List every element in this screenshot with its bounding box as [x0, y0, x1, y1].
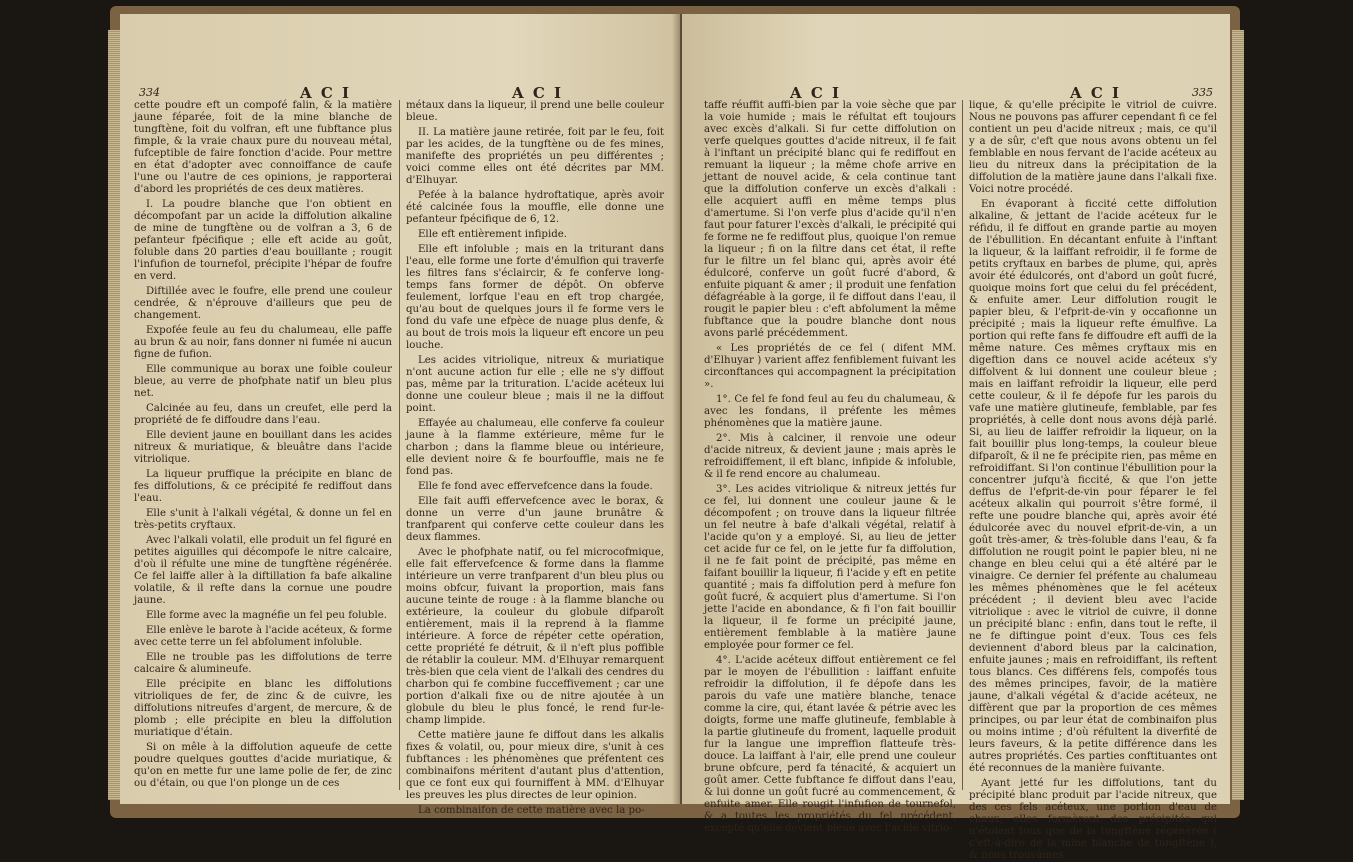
paragraph: La combinaifon de cette matière avec la po- [418, 805, 645, 816]
column-rule [399, 100, 400, 790]
text-column [134, 100, 392, 800]
paragraph: Ayant jetté fur les diffolutions, tant du précipité blanc produit par l'acide nitreux, que des ces fels acéteux, une portion d'eau de chaux, elles formèrent des précipités qui n'étoient tous que de la tungftène régénérée ( c'eft-à-dire de la mine blanche de tungftène ), & nous trouvâmes [969, 778, 1217, 861]
paragraph: lique, & qu'elle précipite le vitriol de cuivre. Nous ne pouvons pas affurer cependant fi ce fel contient un peu d'acide nitreux ; mais, ce qu'il y a de sûr, c'eft que nous avons obtenu un fel femblable en nous fervant de l'acide acéteux au lieu du nitreux dans la précipitation de la diffolution de la matière jaune dans l'alkali fixe. Voici notre procédé. [969, 100, 1217, 195]
paragraph: Elle ne trouble pas les diffolutions de terre calcaire & alumineufe. [134, 652, 392, 675]
paragraph: 1°. Ce fel fe fond feul au feu du chalumeau, & avec les fondans, il préfente les mêmes phénomènes que la matière jaune. [704, 394, 956, 429]
paragraph: Elle s'unit à l'alkali végétal, & donne un fel en très-petits cryftaux. [134, 508, 392, 531]
paragraph: Diftillée avec le foufre, elle prend une couleur cendrée, & n'éprouve d'ailleurs que peu de changement. [134, 286, 392, 321]
paragraph: 3°. Les acides vitriolique & nitreux jettés fur ce fel, lui donnent une couleur jaune & le décompofent ; on trouve dans la liqueur filtrée un fel neutre à bafe d'alkali végétal, relatif à l'acide qu'on y a employé. Si, au lieu de jetter cet acide fur ce fel, on le jette fur fa diffolution, il ne fe fait point de précipité, pas même en faifant bouillir la liqueur, fi l'acide y eft en petite quantité ; mais fa diffolution perd à mefure fon goût fucré, & acquiert plus d'amertume. Si l'on jette l'acide en abondance, & fi l'on fait bouillir la liqueur, il fe forme un précipité jaune, entièrement femblable à la matière jaune employée pour former ce fel. [704, 484, 956, 651]
paragraph: Elle eft entièrement infipide. [418, 229, 567, 240]
text-column [969, 100, 1217, 861]
paragraph: Elle communique au borax une foible couleur bleue, au verre de phofphate natif un bleu plus net. [134, 364, 392, 399]
paragraph: Expofée feule au feu du chalumeau, elle paffe au brun & au noir, fans donner ni fumée ni aucun figne de fufion. [134, 325, 392, 360]
paragraph: Avec l'alkali volatil, elle produit un fel figuré en petites aiguilles qui décompofe le nitre calcaire, d'où il réfulte une mine de tungftène régénérée. Ce fel laiffe aller à la diftillation fa bafe alkaline volatile, & il refte dans la cornue une poudre jaune. [134, 535, 392, 606]
page-number: 334 [139, 86, 160, 99]
page-number: 335 [1192, 86, 1213, 99]
running-header: A C I [300, 84, 352, 102]
paragraph: métaux dans la liqueur, il prend une belle couleur bleue. [406, 100, 664, 123]
paragraph: I. La poudre blanche que l'on obtient en décompofant par un acide la diffolution alkaline de mine de tungftène ou de volfran a 3, 6 de pefanteur fpécifique ; elle eft acide au goût, foluble dans 20 parties d'eau bouillante ; rougit l'infufion de tournefol, précipite l'hépar de foufre en verd. [134, 199, 392, 282]
paragraph: Effayée au chalumeau, elle conferve fa couleur jaune à la flamme extérieure, même fur le charbon ; dans la flamme bleue ou intérieure, elle devient noire & fe bourfouffle, mais ne fe fond pas. [406, 418, 664, 477]
right-page [682, 14, 1230, 861]
paragraph: En évaporant à ficcité cette diffolution alkaline, & jettant de l'acide acéteux fur le réfidu, il fe diffout en grande partie au moyen de l'ébullition. En décantant enfuite à l'inftant la liqueur, & la laiffant refroidir, il fe forme de petits cryftaux en barbes de plume, qui, après avoir été édulcorés, ont d'abord un goût fucré, quoique moins fort que celui du fel précédent, & enfuite amer. Leur diffolution rougit le papier bleu, & l'efprit-de-vin y occafionne un précipité ; mais la liqueur refte émulfive. La portion qui refte fans fe diffoudre eft auffi de la même nature. Ces mêmes cryftaux mis en digeftion dans ce nouvel acide acéteux s'y diffolvent & lui donnent une couleur bleue ; mais en laiffant refroidir la liqueur, elle perd cette couleur, & il fe dépofe fur les parois du vafe une matière glutineufe, femblable, par fes propriétés, à celle dont nous avons déjà parlé. Si, au lieu de laiffer refroidir la liqueur, on la fait bouillir plus long-temps, la couleur bleue difparoît, & il ne fe précipite rien, pas même en refroidiffant. Si l'on continue l'ébullition pour la concentrer jufqu'à ficcité, & que l'on jette deffus de l'efprit-de-vin pour féparer le fel acéteux alkalin qui pourroit s'être formé, il refte une poudre blanche qui, après avoir été édulcorée avec du nouvel efprit-de-vin, a un goût très-amer, & très-foluble dans l'eau, & fa diffolution ne rougit point le papier bleu, ni ne change en bleu celui qui a été altéré par le vinaigre. Ce dernier fel préfente au chalumeau les mêmes phénomènes que le fel acéteux précédent ; il devient bleu avec l'acide vitriolique : avec le vitriol de cuivre, il donne un précipité blanc : enfin, dans tout le refte, il ne fe diftingue point d'eux. Tous ces fels deviennent d'abord bleus par la calcination, enfuite jaunes ; mais en refroidiffant, ils reftent tous blancs. Ces différens fels, compofés tous des mêmes principes, favoir, de la matière jaune, d'alkali végétal & d'acide acéteux, ne diffèrent que par la proportion de ces mêmes principes, ou par leur état de combinaifon plus ou moins intime ; d'où réfultent la diverfité de leurs faveurs, & la petite différence dans les autres propriétés. Ces parties conftituantes ont été reconnues de la manière fuivante. [969, 199, 1217, 774]
paragraph: Pefée à la balance hydroftatique, après avoir été calcinée fous la mouffle, elle donne une pefanteur fpécifique de 6, 12. [406, 190, 664, 225]
running-header: A C I [1070, 84, 1122, 102]
text-column [704, 100, 956, 834]
left-page-edges [108, 30, 120, 800]
paragraph: Calcinée au feu, dans un creufet, elle perd la propriété de fe diffoudre dans l'eau. [134, 403, 392, 426]
paragraph: Cette matière jaune fe diffout dans les alkalis fixes & volatil, ou, pour mieux dire, s'unit à ces fubftances : les phénomènes que préfentent ces combinaifons méritent d'autant plus d'attention, que ce font eux qui fourniffent à MM. d'Elhuyar les preuves les plus directes de leur opinion. [406, 730, 664, 801]
paragraph: II. La matière jaune retirée, foit par le feu, foit par les acides, de la tungftène ou de fes mines, manifefte des propriétés un peu différentes ; voici comme elles ont été décrites par MM. d'Elhuyar. [406, 127, 664, 186]
paragraph: Elle précipite en blanc les diffolutions vitrioliques de fer, de zinc & de cuivre, les diffolutions nitreufes d'argent, de mercure, & de plomb ; elle précipite en bleu la diffolution muriatique d'étain. [134, 679, 392, 738]
paragraph: Elle devient jaune en bouillant dans les acides nitreux & muriatique, & bleuâtre dans l'acide vitriolique. [134, 430, 392, 465]
paragraph: Avec le phofphate natif, ou fel microcofmique, elle fait effervefcence & forme dans la flamme intérieure un verre tranfparent d'un bleu plus ou moins obfcur, fuivant la proportion, mais fans aucune teinte de rouge : à la flamme blanche ou extérieure, la couleur du globule difparoît entièrement, mais il la reprend à la flamme intérieure. A force de répéter cette opération, cette propriété fe détruit, & il n'eft plus poffible de rétablir la couleur. MM. d'Elhuyar remarquent très-bien que cela vient de l'alkali des cendres du charbon qui fe combine fucceffivement ; car une portion d'alkali fixe ou de nitre ajoutée à un globule du bleu le plus foncé, le rend fur-le-champ limpide. [406, 547, 664, 726]
paragraph: cette poudre eft un compofé falin, & la matière jaune féparée, foit de la mine blanche de tungftène, foit du volfran, eft une fubftance plus fimple, & la vraie chaux pure du nouveau métal, fufceptible de faire fonction d'acide. Pour mettre en état d'adopter avec connoiffance de caufe l'une ou l'autre de ces opinions, je rapporterai d'abord les propriétés de ces deux matières. [134, 100, 392, 195]
paragraph: taffe réuffit auffi-bien par la voie sèche que par la voie humide ; mais le réfultat eft toujours avec excès d'alkali. Si fur cette diffolution on verfe quelques gouttes d'acide nitreux, il fe fait à l'inftant un précipité blanc qui fe rediffout en remuant la liqueur ; la même chofe arrive en jettant de nouvel acide, & cela continue tant que la diffolution conferve un excès d'alkali : elle acquiert auffi en même temps plus d'amertume. Si l'on verfe plus d'acide qu'il n'en faut pour faturer l'excès d'alkali, le précipité qui fe forme ne fe rediffout plus, quoique l'on remue la liqueur ; fi on la filtre dans cet état, il refte fur le filtre un fel blanc qui, après avoir été édulcoré, conferve un goût fucré d'abord, & enfuite piquant & amer ; il produit une fenfation défagréable à la gorge, il fe diffout dans l'eau, il rougit le papier bleu : c'eft abfolument la même fubftance que la poudre blanche dont nous avons parlé précédemment. [704, 100, 956, 339]
right-page-edges [1232, 30, 1244, 800]
paragraph: Si on mêle à la diffolution aqueufe de cette poudre quelques gouttes d'acide muriatique, & qu'on en mette fur une lame polie de fer, de zinc ou d'étain, ou que l'on plonge un de ces [134, 742, 392, 789]
paragraph: Elle eft infoluble ; mais en la triturant dans l'eau, elle forme une forte d'émulfion qui traverfe les filtres fans s'éclaircir, & fe conferve long-temps fans former de dépôt. On obferve feulement, lorfque l'eau en eft trop chargée, qu'au bout de quelques jours il fe forme vers le fond du vafe une efpèce de nuage plus denfe, & au bout de trois mois la liqueur eft encore un peu louche. [406, 244, 664, 351]
running-header: A C I [790, 84, 842, 102]
paragraph: 4°. L'acide acéteux diffout entièrement ce fel par le moyen de l'ébullition : laiffant enfuite refroidir la diffolution, il fe dépofe dans les parois du vafe une matière blanche, tenace comme la cire, qui, étant lavée & pétrie avec les doigts, forme une maffe glutineufe, femblable à la partie glutineufe du froment, laquelle produit fur la langue une impreffion flatteufe très-douce. La laiffant à l'air, elle prend une couleur brune obfcure, perd fa ténacité, & acquiert un goût amer. Cette fubftance fe diffout dans l'eau, & lui donne un goût fucré au commencement, & enfuite amer. Elle rougit l'infufion de tournefol, & a toutes les propriétés du fel précédent, excepté qu'elle devient bleue avec l'acide vitrio- [704, 655, 956, 834]
paragraph: Elle enlève le barote à l'acide acéteux, & forme avec cette terre un fel abfolument infoluble. [134, 625, 392, 648]
running-header: A C I [512, 84, 564, 102]
column-rule [962, 100, 963, 790]
paragraph: Elle fait auffi effervefcence avec le borax, & donne un verre d'un jaune brunâtre & tranfparent qui conferve cette couleur dans les deux flammes. [406, 496, 664, 543]
paragraph: Elle forme avec la magnéfie un fel peu foluble. [146, 610, 387, 621]
left-page [120, 14, 680, 816]
paragraph: « Les propriétés de ce fel ( difent MM. d'Elhuyar ) varient affez fenfiblement fuivant les circonftances qui accompagnent la précipitation ». [704, 343, 956, 390]
paragraph: Les acides vitriolique, nitreux & muriatique n'ont aucune action fur elle ; elle ne s'y diffout pas, même par la trituration. L'acide acéteux lui donne une couleur bleue ; mais il ne la diffout point. [406, 355, 664, 414]
paragraph: 2°. Mis à calciner, il renvoie une odeur d'acide nitreux, & devient jaune ; mais après le refroidiffement, il eft blanc, infipide & infoluble, & il fe rend encore au chalumeau. [704, 433, 956, 480]
text-column [406, 100, 664, 816]
paragraph: La liqueur pruffique la précipite en blanc de fes diffolutions, & ce précipité fe rediffout dans l'eau. [134, 469, 392, 504]
paragraph: Elle fe fond avec effervefcence dans la foude. [418, 481, 653, 492]
